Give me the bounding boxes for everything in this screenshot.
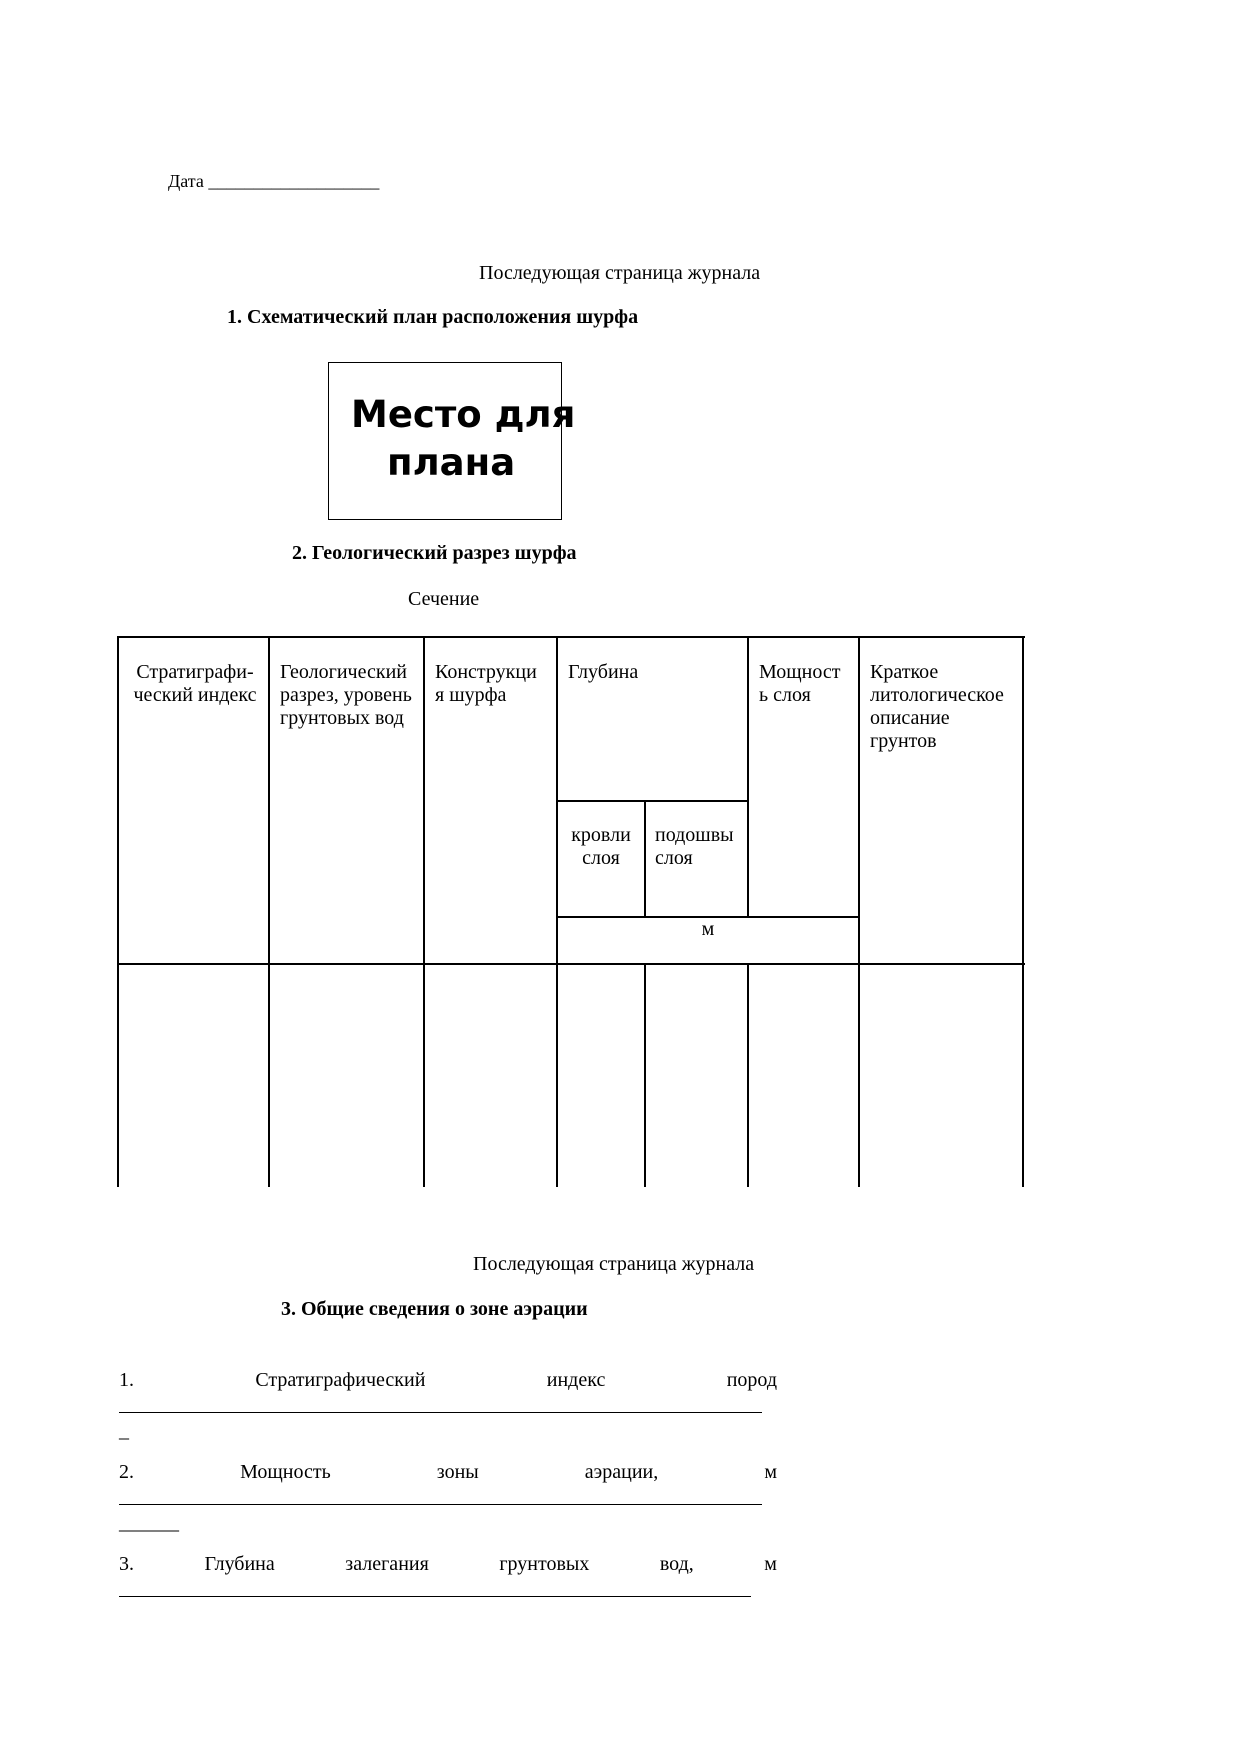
table-top-border: [118, 636, 1025, 638]
depth-divider-line: [557, 800, 749, 802]
header-bottom-border: [118, 963, 1025, 965]
header-thickness: Мощность слоя: [759, 661, 841, 706]
field-3-word-5: м: [764, 1553, 777, 1575]
col-line-8: [1022, 636, 1024, 1187]
page-heading-1: Последующая страница журнала: [479, 262, 761, 284]
section-1-title: 1. Схематический план расположения шурфа: [227, 306, 639, 328]
plan-placeholder: [328, 362, 576, 520]
field-3-word-4: вод,: [659, 1553, 694, 1575]
col-line-5b: [644, 963, 646, 1187]
col-line-4: [556, 636, 558, 1187]
field-2-word-4: м: [764, 1461, 777, 1483]
field-2-tail: ______: [119, 1512, 179, 1534]
field-1-word-3: пород: [726, 1369, 777, 1391]
field-2-word-3: аэрации,: [584, 1461, 659, 1483]
section-2-title: 2. Геологический разрез шурфа: [292, 542, 577, 564]
date-field: Дата ___________________: [168, 171, 380, 191]
subheader-roof: кровли слоя: [571, 824, 631, 869]
col-line-5a: [644, 800, 646, 917]
field-1-underline: [119, 1412, 762, 1413]
field-aeration-thickness: [119, 1461, 777, 1484]
field-groundwater-depth: [119, 1553, 777, 1576]
field-2-number: 2.: [119, 1461, 134, 1483]
field-1-number: 1.: [119, 1369, 134, 1391]
header-strat-index: Стратиграфи-ческий индекс: [133, 661, 257, 706]
field-3-word-3: грунтовых: [499, 1553, 590, 1575]
field-1-word-1: Стратиграфический: [255, 1369, 426, 1391]
plan-placeholder-line-1: Место для: [351, 393, 576, 436]
col-line-1: [117, 636, 119, 1187]
header-construction: Конструкция шурфа: [435, 661, 537, 706]
field-2-underline: [119, 1504, 762, 1505]
field-3-number: 3.: [119, 1553, 134, 1575]
field-2-word-2: зоны: [436, 1461, 479, 1483]
col-line-7: [858, 636, 860, 1187]
header-depth: Глубина: [568, 661, 639, 683]
col-line-6b: [747, 963, 749, 1187]
section-caption: Сечение: [408, 588, 480, 610]
field-3-word-2: залегания: [345, 1553, 429, 1575]
subheader-sole: подошвы слоя: [655, 824, 734, 869]
field-1-word-2: индекс: [546, 1369, 606, 1391]
field-2-word-1: Мощность: [240, 1461, 331, 1483]
header-geo-section: Геологический разрез, уровень грунтовых вод: [280, 661, 412, 729]
section-3-title: 3. Общие сведения о зоне аэрации: [281, 1298, 588, 1320]
header-description: Краткое литологическое описание грунтов: [870, 661, 1004, 752]
plan-placeholder-line-2: плана: [387, 441, 516, 484]
col-line-2: [268, 636, 270, 1187]
page-heading-2: Последующая страница журнала: [473, 1253, 755, 1275]
field-stratigraphic-index: [119, 1369, 777, 1392]
unit-label: м: [701, 918, 715, 940]
field-3-underline: [119, 1596, 751, 1597]
field-3-word-1: Глубина: [204, 1553, 275, 1575]
col-line-6a: [747, 636, 749, 917]
col-line-3: [423, 636, 425, 1187]
field-1-tail: _: [119, 1420, 129, 1442]
